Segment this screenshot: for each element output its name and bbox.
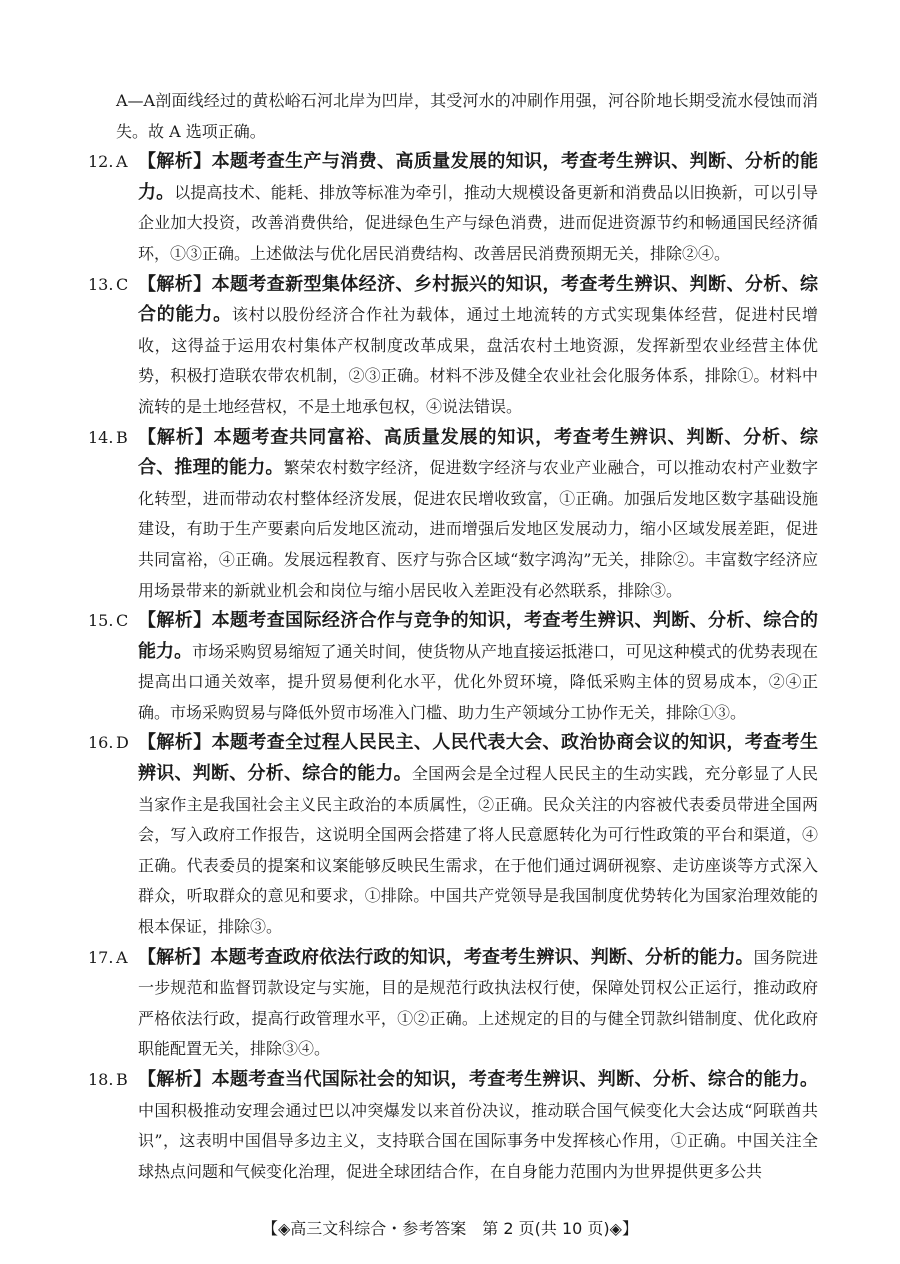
analysis-body: 中国积极推动安理会通过巴以冲突爆发以来首份决议，推动联合国气候变化大会达成“阿联酋共识”，这表明中国倡导多边主义，支持联合国在国际事务中发挥核心作用，①正确。中国关注全球热点问题和气候变化治理，促进全球团结合作，在自身能力范围内为世界提供更多公共 xyxy=(138,1100,818,1181)
question-number: 15. xyxy=(88,611,114,631)
analysis-lead: 本题考查共同富裕、高质量发展的知识，考查考生辨识、判断、分析、综合、推理的能力。 xyxy=(138,426,819,479)
question-number: 12. xyxy=(88,152,114,172)
analysis-body: 全国两会是全过程人民民主的生动实践，充分彰显了人民当家作主是我国社会主义民主政治的本质属性，②正确。民众关注的内容被代表委员带进全国两会，写入政府工作报告，这说明全国两会搭建了将人民意愿转化为可行性政策的平台和渠道，④正确。代表委员的提案和议案能够反映民生需求，在于他们通过调研视察、走访座谈等方式深入群众，听取群众的意见和要求，①排除。中国共产党领导是我国制度优势转化为国家治理效能的根本保证，排除③。 xyxy=(138,764,818,937)
analysis-lead: 本题考查国际经济合作与竞争的知识，考查考生辨识、判断、分析、综合的能力。 xyxy=(138,610,819,662)
question-entry xyxy=(88,1065,818,1187)
explanation-text xyxy=(138,147,818,269)
analysis-tag: 【解析】 xyxy=(138,1069,212,1090)
analysis-body: 该村以股份经济合作社为载体，通过土地流转的方式实现集体经营，促进村民增收，这得益于运用农村集体产权制度改革成果，盘活农村土地资源，发挥新型农业经营主体优势，积极打造联农带农机制，②③正确。材料不涉及健全农业社会化服务体系，排除①。材料中流转的是土地经营权，不是土地承包权，④说法错误。 xyxy=(138,305,818,416)
question-entry xyxy=(88,423,818,607)
question-entry xyxy=(88,147,818,269)
analysis-body: 国务院进一步规范和监督罚款设定与实施，目的是规范行政执法权行使，保障处罚权公正运行，推动政府严格依法行政，提高行政管理水平，①②正确。上述规定的目的与健全罚款纠错制度、优化政府职能配置无关，排除③④。 xyxy=(138,947,818,1059)
analysis-tag: 【解析】 xyxy=(138,946,211,968)
explanation-text xyxy=(138,1065,818,1187)
page-footer: 【◈高三文科综合・参考答案 第 2 页(共 10 页)◈】 xyxy=(262,1219,638,1238)
question-entry xyxy=(88,270,818,423)
explanation-text xyxy=(138,423,818,607)
analysis-tag: 【解析】 xyxy=(138,610,212,632)
analysis-lead: 本题考查新型集体经济、乡村振兴的知识，考查考生辨识、判断、分析、综合的能力。 xyxy=(138,273,819,326)
question-entry xyxy=(88,943,818,1065)
explanation-text xyxy=(138,606,818,728)
analysis-tag: 【解析】 xyxy=(138,426,214,448)
analysis-lead: 本题考查生产与消费、高质量发展的知识，考查考生辨识、判断、分析的能力。 xyxy=(138,151,819,203)
question-entry xyxy=(88,606,818,728)
question-entry xyxy=(88,728,818,942)
analysis-body: 市场采购贸易缩短了通关时间，使货物从产地直接运抵港口，可见这种模式的优势表现在提高出口通关效率，提升贸易便利化水平，优化外贸环境，降低采购主体的贸易成本，②④正确。市场采购贸易与降低外贸市场准入门槛、助力生产领域分工协作无关，排除①③。 xyxy=(138,641,818,722)
explanation-text xyxy=(138,728,818,942)
analysis-tag: 【解析】 xyxy=(138,151,212,173)
analysis-lead: 本题考查政府依法行政的知识，考查考生辨识、判断、分析的能力。 xyxy=(210,946,754,968)
analysis-tag: 【解析】 xyxy=(138,273,212,295)
question-number: 16. xyxy=(88,733,114,753)
explanation-text xyxy=(138,943,818,1065)
answer-letter: D xyxy=(116,733,129,753)
question-number: 13. xyxy=(88,274,114,294)
analysis-lead: 本题考查全过程人民民主、人民代表大会、政治协商会议的知识，考查考生辨识、判断、分析、综合的能力。 xyxy=(138,732,819,785)
question-number: 17. xyxy=(88,947,114,967)
answer-letter: C xyxy=(116,274,129,294)
continuation-paragraph: A—A剖面线经过的黄松峪石河北岸为凹岸，其受河水的冲刷作用强，河谷阶地长期受流水侵蚀而消失。故 A 选项正确。 xyxy=(116,91,818,141)
analysis-body: 以提高技术、能耗、排放等标准为牵引，推动大规模设备更新和消费品以旧换新，可以引导企业加大投资，改善消费供给，促进绿色生产与绿色消费，进而促进资源节约和畅通国民经济循环，①③正确。上述做法与优化居民消费结构、改善居民消费预期无关，排除②④。 xyxy=(138,182,818,263)
analysis-lead: 本题考查当代国际社会的知识，考查考生辨识、判断、分析、综合的能力。 xyxy=(211,1069,819,1090)
answer-letter: B xyxy=(116,427,128,447)
answer-letter: B xyxy=(116,1070,128,1089)
answer-letter: A xyxy=(116,152,128,172)
answer-letter: A xyxy=(116,947,128,967)
question-number: 18. xyxy=(88,1070,114,1089)
analysis-body: 繁荣农村数字经济，促进数字经济与农业产业融合，可以推动农村产业数字化转型，进而带动农村整体经济发展，促进农民增收致富，①正确。加强后发地区数字基础设施建设，有助于生产要素向后发地区流动，进而增强后发地区发展动力，缩小区域发展差距，促进共同富裕，④正确。发展远程教育、医疗与弥合区域“数字鸿沟”无关，排除②。丰富数字经济应用场景带来的新就业机会和岗位与缩小居民收入差距没有必然联系，排除③。 xyxy=(138,458,818,600)
explanation-text xyxy=(138,270,818,423)
answer-content xyxy=(88,86,818,1187)
question-list xyxy=(88,147,818,1187)
analysis-tag: 【解析】 xyxy=(138,732,212,754)
question-number: 14. xyxy=(88,427,114,447)
answer-letter: C xyxy=(116,611,129,631)
